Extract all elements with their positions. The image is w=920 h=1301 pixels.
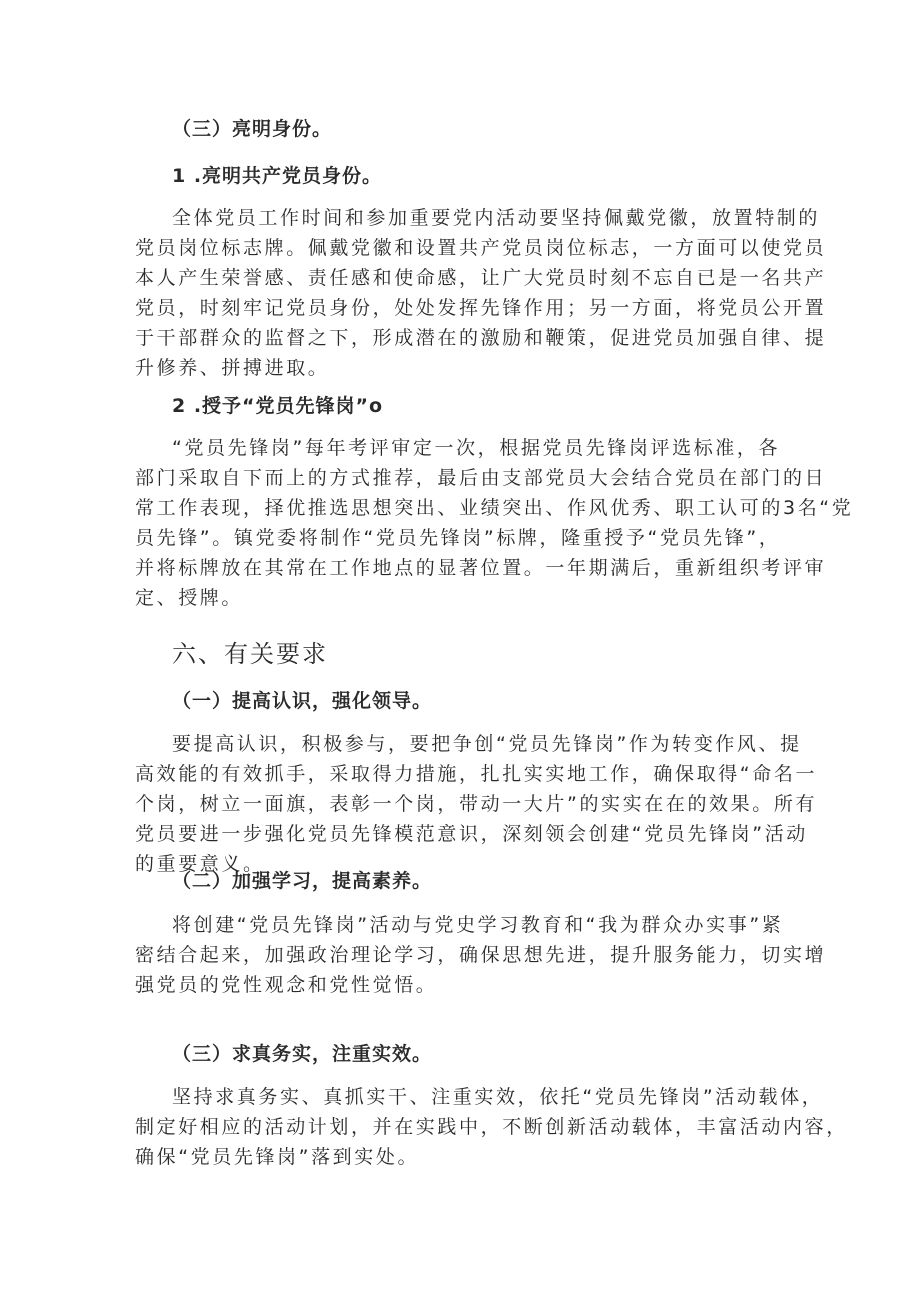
paragraph-line: 党员，时刻牢记党员身份，处处发挥先锋作用；另一方面，将党员公开置 bbox=[135, 297, 827, 319]
paragraph-line: 并将标牌放在其常在工作地点的显著位置。一年期满后，重新组织考评审 bbox=[135, 557, 827, 579]
paragraph-line: 于干部群众的监督之下，形成潜在的激励和鞭策，促进党员加强自律、提 bbox=[135, 327, 827, 349]
paragraph-line: 高效能的有效抓手，采取得力措施，扎扎实实地工作，确保取得“命名一 bbox=[135, 763, 818, 785]
paragraph-line: “党员先锋岗”每年考评审定一次，根据党员先锋岗评选标准，各 bbox=[172, 437, 781, 459]
paragraph-line: 的重要意义。 bbox=[135, 853, 265, 875]
paragraph-line: 强党员的党性观念和党性觉悟。 bbox=[135, 974, 438, 996]
paragraph bbox=[135, 910, 827, 1000]
paragraph-line: 本人产生荣誉感、责任感和使命感，让广大党员时刻不忘自已是一名共产 bbox=[135, 267, 827, 289]
paragraph-line: 党员岗位标志牌。佩戴党徽和设置共产党员岗位标志，一方面可以使党员 bbox=[135, 237, 827, 259]
paragraph-line: 党员要进一步强化党员先锋模范意识，深刻领会创建“党员先锋岗”活动 bbox=[135, 823, 808, 845]
paragraph-line: 常工作表现，择优推选思想突出、业绩突出、作风优秀、职工认可的3名“党 bbox=[135, 497, 854, 519]
paragraph bbox=[135, 203, 827, 383]
paragraph-line: 密结合起来，加强政治理论学习，确保思想先进，提升服务能力，切实增 bbox=[135, 944, 827, 966]
paragraph-line: 全体党员工作时间和参加重要党内活动要坚持佩戴党徽，放置特制的 bbox=[172, 207, 821, 229]
subsection-heading: 2 .授予“党员先锋岗”o bbox=[172, 395, 384, 417]
subsection-heading: （三）求真务实，注重实效。 bbox=[172, 1043, 433, 1065]
paragraph bbox=[135, 729, 818, 879]
paragraph-line: 定、授牌。 bbox=[135, 587, 244, 609]
paragraph-line: 将创建“党员先锋岗”活动与党史学习教育和“我为群众办实事”紧 bbox=[172, 914, 784, 936]
section-heading: 六、有关要求 bbox=[172, 640, 328, 668]
subsection-heading: （二）加强学习，提高素养。 bbox=[172, 870, 433, 892]
paragraph-line: 员先锋”。镇党委将制作“党员先锋岗”标牌，隆重授予“党员先锋”， bbox=[135, 527, 781, 549]
paragraph-line: 个岗，树立一面旗，表彰一个岗，带动一大片”的实实在在的效果。所有 bbox=[135, 793, 818, 815]
subsection-heading: 1 .亮明共产党员身份。 bbox=[172, 165, 383, 187]
paragraph bbox=[135, 1082, 848, 1172]
paragraph-line: 部门采取自下而上的方式推荐，最后由支部党员大会结合党员在部门的日 bbox=[135, 467, 827, 489]
paragraph-line: 要提高认识，积极参与，要把争创“党员先锋岗”作为转变作风、提 bbox=[172, 733, 802, 755]
paragraph-line: 制定好相应的活动计划，并在实践中，不断创新活动载体，丰富活动内容， bbox=[135, 1116, 848, 1138]
subsection-heading: （三）亮明身份。 bbox=[172, 118, 333, 140]
paragraph-line: 确保“党员先锋岗”落到实处。 bbox=[135, 1146, 420, 1168]
paragraph-line: 升修养、拼搏进取。 bbox=[135, 357, 330, 379]
paragraph bbox=[135, 433, 854, 613]
paragraph-line: 坚持求真务实、真抓实干、注重实效，依托“党员先锋岗”活动载体， bbox=[172, 1086, 824, 1108]
subsection-heading: （一）提高认识，强化领导。 bbox=[172, 690, 433, 712]
